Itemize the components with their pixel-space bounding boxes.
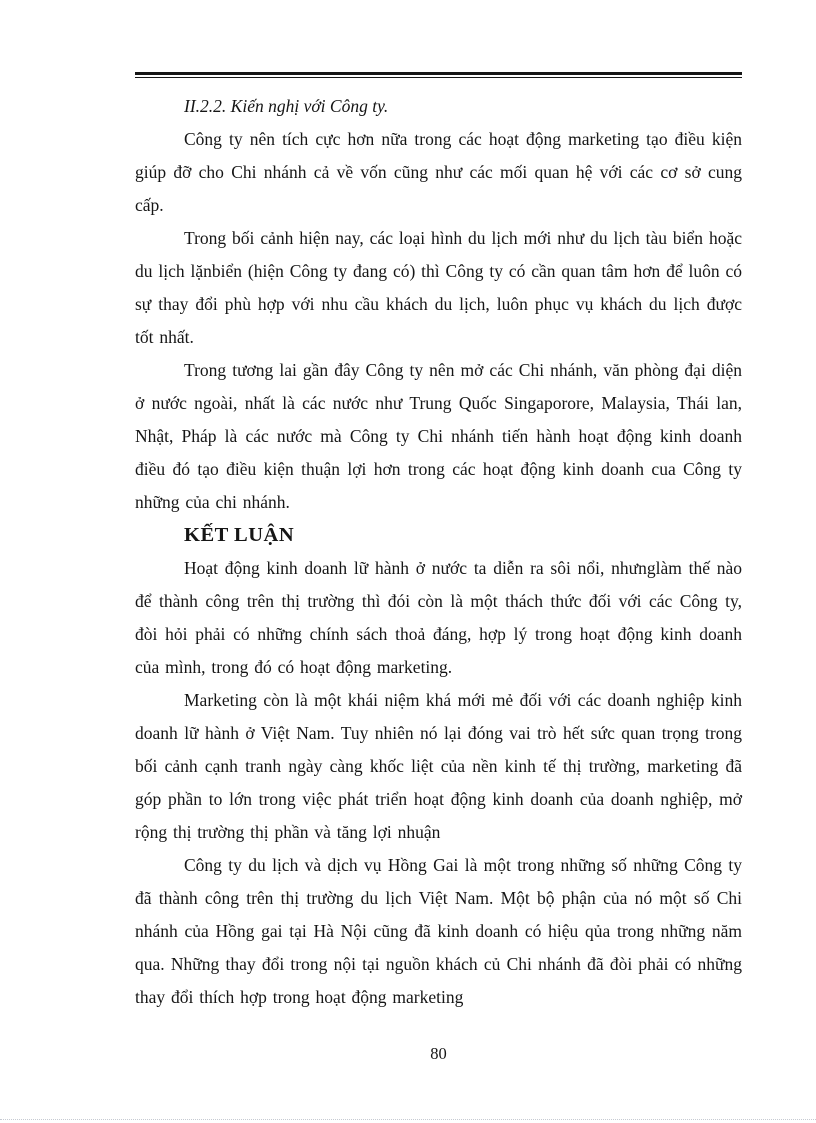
paragraph-conclusion-1: Hoạt động kinh doanh lữ hành ở nước ta diễn ra sôi nổi, nhưnglàm thế nào để thành công trên thị trường thì đói còn là một thách thức đối với các Công ty, đòi hỏi phải có những chính sách thoả đáng, hợp lý trong hoạt động kinh doanh của mình, trong đó có hoạt động marketing.: [135, 558, 742, 677]
header-separator-rule: [135, 72, 742, 78]
conclusion-heading: KẾT LUẬN: [184, 524, 295, 546]
paragraph-company-recommendation-2: Trong bối cảnh hiện nay, các loại hình du lịch mới như du lịch tàu biển hoặc du lịch lặnbiển (hiện Công ty đang có) thì Công ty có cần quan tâm hơn để luôn có sự thay đổi phù hợp với nhu cầu khách du lịch, luôn phục vụ khách du lịch được tốt nhất.: [135, 228, 742, 347]
page-boundary-dotted-line: [0, 1119, 816, 1120]
paragraph-company-recommendation-3: Trong tương lai gần đây Công ty nên mở các Chi nhánh, văn phòng đại diện ở nước ngoài, nhất là các nước như Trung Quốc Singaporore, Malaysia, Thái lan, Nhật, Pháp là các nước mà Công ty Chi nhánh tiến hành hoạt động kinh doanh điều đó tạo điều kiện thuận lợi hơn trong các hoạt động kinh doanh cua Công ty những của chi nhánh.: [135, 360, 742, 512]
page-number: 80: [430, 1044, 447, 1063]
document-page-content: [135, 0, 742, 1014]
paragraph-conclusion-2: Marketing còn là một khái niệm khá mới mẻ đối với các doanh nghiệp kinh doanh lữ hành ở Việt Nam. Tuy nhiên nó lại đóng vai trò hết sức quan trọng trong bối cảnh cạnh tranh ngày càng khốc liệt của nền kinh tế thị trường, marketing đã góp phần to lớn trong việc phát triển hoạt động kinh doanh của doanh nghiệp, mở rộng thị trường thị phần và tăng lợi nhuận: [135, 690, 742, 842]
paragraph-conclusion-3: Công ty du lịch và dịch vụ Hồng Gai là một trong những số những Công ty đã thành công trên thị trường du lịch Việt Nam. Một bộ phận của nó một số Chi nhánh của Hồng gai tại Hà Nội cũng đã kinh doanh có hiệu qủa trong những năm qua. Những thay đổi trong nội tại nguồn khách củ Chi nhánh đã đòi phải có những thay đổi thích hợp trong hoạt động marketing: [135, 855, 742, 1007]
section-heading: II.2.2. Kiến nghị với Công ty.: [184, 96, 389, 116]
paragraph-company-recommendation-1: Công ty nên tích cực hơn nữa trong các hoạt động marketing tạo điều kiện giúp đỡ cho Chi nhánh cả về vốn cũng như các mối quan hệ với các cơ sở cung cấp.: [135, 129, 742, 215]
